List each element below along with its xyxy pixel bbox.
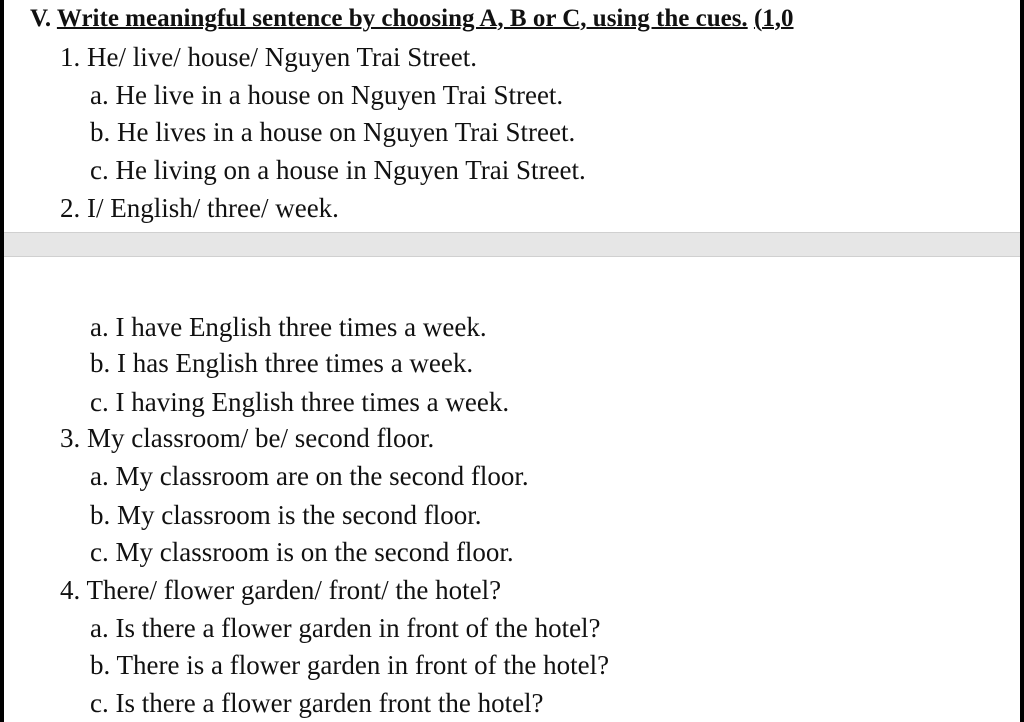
question-4-option-a <box>90 611 601 645</box>
option-letter: b. <box>90 348 111 378</box>
question-number: 1. <box>60 42 81 72</box>
question-3 <box>60 421 434 455</box>
option-text: My classroom is the second floor. <box>117 500 482 530</box>
option-letter: c. <box>90 387 109 417</box>
question-cue: My classroom/ be/ second floor. <box>87 423 435 453</box>
option-text: My classroom is on the second floor. <box>115 537 514 567</box>
question-cue: I/ English/ three/ week. <box>87 193 339 223</box>
question-1-option-b <box>90 115 575 149</box>
option-letter: b. <box>90 500 111 530</box>
option-text: Is there a flower garden in front of the hotel? <box>115 613 601 643</box>
question-3-option-c <box>90 535 514 569</box>
section-instruction: Write meaningful sentence by choosing A, B or C, using the cues. <box>56 5 748 32</box>
question-1 <box>60 40 477 74</box>
option-text: He living on a house in Nguyen Trai Street. <box>115 155 586 185</box>
question-2 <box>60 191 339 225</box>
option-letter: a. <box>90 461 109 491</box>
question-2-option-b <box>90 346 473 380</box>
option-text: Is there a flower garden front the hotel? <box>115 688 544 718</box>
question-cue: There/ flower garden/ front/ the hotel? <box>86 575 502 605</box>
option-letter: a. <box>90 80 109 110</box>
question-number: 3. <box>60 423 81 453</box>
question-4-option-c <box>90 686 544 720</box>
option-text: I has English three times a week. <box>117 348 474 378</box>
section-points: (1,0 <box>753 5 794 32</box>
question-3-option-a <box>90 459 529 493</box>
option-text: I have English three times a week. <box>115 312 487 342</box>
option-letter: a. <box>90 312 109 342</box>
option-text: My classroom are on the second floor. <box>115 461 529 491</box>
section-heading <box>30 4 794 34</box>
question-1-option-c <box>90 153 586 187</box>
option-text: I having English three times a week. <box>115 387 510 417</box>
question-number: 2. <box>60 193 81 223</box>
option-text: There is a flower garden in front of the hotel? <box>116 650 610 680</box>
option-letter: b. <box>90 117 111 147</box>
question-4 <box>60 573 501 607</box>
question-2-option-a <box>90 310 487 344</box>
option-letter: c. <box>90 537 109 567</box>
option-letter: a. <box>90 613 109 643</box>
section-label: V. <box>30 5 52 32</box>
option-letter: b. <box>90 650 111 680</box>
option-text: He lives in a house on Nguyen Trai Street. <box>117 117 576 147</box>
page-divider <box>4 232 1020 257</box>
option-letter: c. <box>90 688 109 718</box>
question-4-option-b <box>90 648 609 682</box>
option-letter: c. <box>90 155 109 185</box>
question-1-option-a <box>90 78 563 112</box>
question-number: 4. <box>60 575 81 605</box>
question-2-option-c <box>90 385 509 419</box>
question-cue: He/ live/ house/ Nguyen Trai Street. <box>87 42 477 72</box>
question-3-option-b <box>90 498 481 532</box>
option-text: He live in a house on Nguyen Trai Street. <box>115 80 564 110</box>
